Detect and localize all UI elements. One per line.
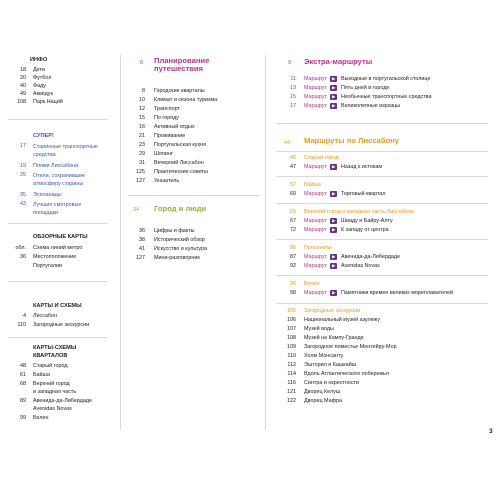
overview-heading: ОБЗОРНЫЕ КАРТЫ: [33, 234, 88, 240]
super-heading: СУПЕР!: [33, 133, 54, 139]
section-page-number: 6: [140, 60, 143, 66]
route-badge: ▶: [332, 164, 336, 169]
section-page-number: 34: [133, 207, 139, 213]
divider: [8, 281, 108, 282]
route-badge: ▶: [332, 218, 336, 223]
planning-heading-line1: Планирование: [154, 56, 210, 65]
route-badge: ▶: [332, 227, 336, 232]
info-heading: ИНФО: [30, 57, 48, 63]
divider: [276, 275, 488, 276]
route-badge: ▶: [332, 85, 336, 90]
district-maps-heading-line1: КАРТЫ-СХЕМЫ: [33, 345, 77, 351]
section-page-number: 44: [284, 140, 290, 146]
divider: [8, 337, 108, 338]
lisbon-routes-heading: Маршруты по Лиссабону: [304, 136, 400, 145]
route-badge: ▶: [332, 103, 336, 108]
column-divider: [265, 55, 266, 430]
divider: [276, 239, 488, 240]
divider: [276, 303, 488, 304]
page-number: 3: [489, 428, 493, 435]
extra-routes-heading: Экстра-маршруты: [304, 57, 373, 66]
section-page-number: 9: [288, 60, 291, 66]
route-badge: ▶: [332, 191, 336, 196]
divider: [128, 195, 260, 196]
divider: [8, 119, 108, 120]
divider: [8, 223, 108, 224]
maps-heading: КАРТЫ И СХЕМЫ: [33, 303, 82, 309]
city-heading: Город и люди: [154, 204, 207, 213]
route-badge: ▶: [332, 76, 336, 81]
divider: [276, 151, 488, 152]
route-badge: ▶: [332, 263, 336, 268]
route-badge: ▶: [332, 94, 336, 99]
district-maps-heading-line2: КВАРТАЛОВ: [33, 353, 68, 359]
divider: [276, 176, 488, 177]
column-divider: [120, 55, 121, 430]
divider: [276, 123, 488, 124]
divider: [276, 203, 488, 204]
route-badge: ▶: [332, 254, 336, 259]
route-badge: ▶: [332, 290, 336, 295]
planning-heading-line2: путешествия: [154, 64, 204, 73]
